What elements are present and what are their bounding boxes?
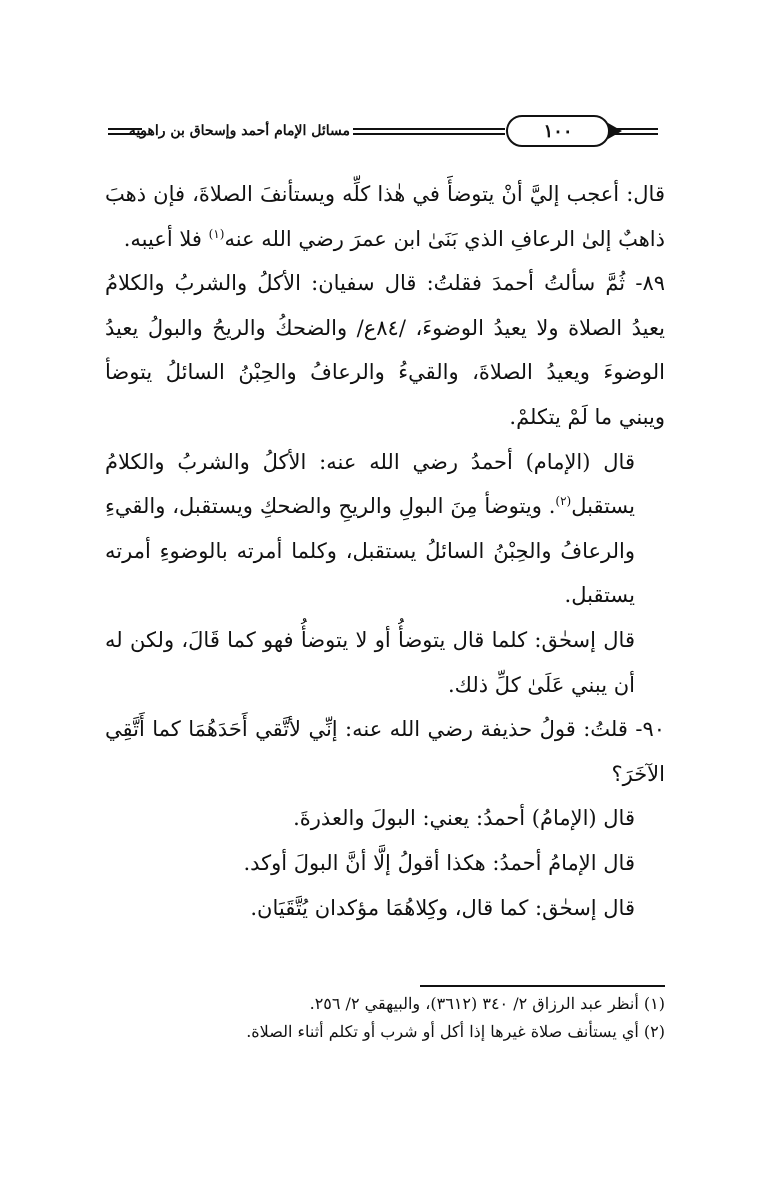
paragraph: قال إسحٰق: كما قال، وكِلاهُمَا مؤكدان يُتَّقَيَان. <box>250 895 635 920</box>
footnote-rule <box>420 985 665 987</box>
page-header <box>108 115 658 151</box>
header-rule <box>613 133 658 135</box>
paragraph-text: قال: أعجب إليَّ أنْ يتوضأَ في هٰذا كلِّه ويستأنفَ الصلاةَ، فإن ذهبَ ذاهبٌ إلىٰ الرعافِ الذي بَنَىٰ ابن عمرَ رضي الله عنه <box>105 182 665 251</box>
paragraph: قال إسحٰق: كلما قال يتوضأُ أو لا يتوضأُ فهو كما قَالَ، ولكن له أن يبني عَلَىٰ كلِّ ذلك. <box>105 627 635 697</box>
paragraph-text: قلتُ: قولُ حذيفة رضي الله عنه: إنِّي لأتَّقي أَحَدَهُمَا كما أَتَّقِي الآخَرَ؟ <box>105 717 665 786</box>
footnote: (٢) أي يستأنف صلاة غيرها إذا أكل أو شرب أو تكلم أثناء الصلاة. <box>246 1022 665 1041</box>
header-rule <box>353 128 505 130</box>
paragraph <box>105 440 665 618</box>
footnotes <box>105 990 665 1046</box>
paragraph-text: ثُمَّ سألتُ أحمدَ فقلتُ: قال سفيان: الأكلُ والشربُ والكلامُ يعيدُ الصلاة ولا يعيدُ الوضوءَ، /٨٤ع/ والضحكُ والريحُ والبولُ يعيدُ الوضوءَ ويعيدُ الصلاةَ، والقيءُ والرعافُ والحِبْنُ السائلُ يتوضأ ويبني ما لَمْ يتكلمْ. <box>105 271 665 429</box>
issue-number: ٨٩- <box>635 271 665 296</box>
paragraph: قال الإمامُ أحمدُ: هكذا أقولُ إلَّا أنَّ البولَ أوكد. <box>243 850 635 875</box>
paragraph <box>105 261 665 439</box>
footnote-ref: (١) <box>208 226 225 241</box>
page-number: ١٠٠ <box>506 115 610 147</box>
paragraph <box>105 707 665 796</box>
header-rule <box>353 133 505 135</box>
paragraph: قال (الإمامُ) أحمدُ: يعني: البولَ والعذرةَ. <box>293 806 635 831</box>
footnote-ref: (٢) <box>555 494 572 509</box>
header-rule <box>613 128 658 130</box>
paragraph-text: . ويتوضأ مِنَ البولِ والريحِ والضحكِ ويستقبل، والقيءِ والرعافُ والحِبْنُ السائلُ يستقبل، وكلما أمرته بالوضوءِ أمرته يستقبل. <box>105 494 635 608</box>
paragraph <box>105 172 665 261</box>
issue-number: ٩٠- <box>635 717 665 742</box>
footnote: (١) أنظر عبد الرزاق ٢/ ٣٤٠ (٣٦١٢)، والبيهقي ٢/ ٢٥٦. <box>309 994 665 1013</box>
paragraph-text: فلا أعيبه. <box>123 226 202 251</box>
paragraph-text: قال (الإمام) أحمدُ رضي الله عنه: الأكلُ والشربُ والكلامُ يستقبل <box>105 449 635 519</box>
running-title: مسائل الإمام أحمد وإسحاق بن راهويه <box>128 123 350 139</box>
main-text <box>105 172 665 930</box>
